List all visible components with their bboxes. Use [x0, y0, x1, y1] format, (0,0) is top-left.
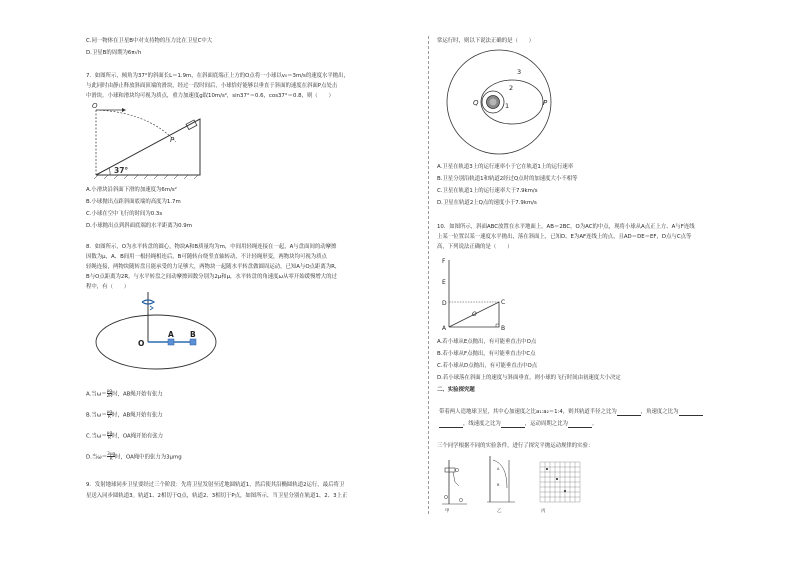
q8-option-c: [86, 431, 163, 441]
q8-d-suffix: 时，OA绳中的张力为3μmg: [115, 454, 182, 461]
q8-line3: 轻绳连接，两物块随转盘且能承受的力足够大，两物块一起随水平转盘做圆周运动，已知A与O点距离为R，: [86, 264, 341, 270]
q7-incline-figure: [88, 100, 218, 182]
q9-line2: 星送入同步圆轨道3。轨道1、2相切于Q点，轨道2、3相切于P点，如图所示，当卫星分别在轨道1、2、3上正: [86, 493, 348, 499]
q10-line3: 高，下列说法正确的是（ ）: [437, 244, 513, 250]
q10-line2: 上某一位置以某一速度水平抛出，落在斜面上，已知D、E为AF连线上的点，且AD＝DE＝EF，D点与C点等: [437, 234, 692, 240]
q7-option-c: C.小球在空中飞行的时间为0.3s: [86, 211, 163, 217]
q8-c-suffix: 时，OA绳开始有张力: [112, 433, 164, 440]
q8-line5: 程中，有（ ）: [86, 284, 130, 290]
q11-blank-angular: [679, 410, 703, 416]
q11-text-b: ，角速度之比为: [640, 409, 679, 415]
q7-label-o: O: [92, 102, 98, 110]
q11-line2: [439, 421, 597, 428]
q8-b-suffix: 时，AB绳开始有张力: [112, 412, 163, 419]
q9-label-1: 1: [505, 102, 510, 110]
q10-line1: 10．如图所示，斜面ABC放置在水平地面上，AB＝2BC，O为AC的中点，现将小球从A点正上方、A与F连线: [437, 224, 695, 230]
q8-label-b: B: [190, 330, 196, 339]
q7-line1: 7．如图所示，倾角为37°的斜面长L＝1.9m，在斜面底端正上方的O点将一小球以v₀＝3m/s的速度水平抛出，: [86, 73, 349, 79]
q10-label-b: B: [501, 325, 506, 332]
q7-line2: 与此同时由静止释放斜面顶端的滑块，经过一段时间后，小球恰好能够以垂直于斜面的速度在斜面P点处击: [86, 83, 338, 89]
q8-a-denominator: 2R: [106, 393, 113, 399]
q11-blank-linear: [501, 422, 525, 428]
q8-option-b: [86, 410, 163, 420]
q11-text-a: 带着两人造地球卫星，其中心加速度之比a₁:a₂＝1:4，则其轨道半径之比为: [439, 409, 617, 415]
q8-b-prefix: B.当ω＝: [86, 412, 107, 419]
q10-label-d: D: [442, 300, 447, 307]
q11-text-d: ，运动周期之比为: [524, 421, 568, 427]
q7-label-p: P: [170, 136, 175, 144]
q8-d-fraction: [107, 452, 115, 462]
q8-line1: 8．如图所示，O为水平转盘的圆心，物块A和B质量均为m，中间用轻绳连接在一起，A与盘面间的动摩擦: [86, 244, 337, 250]
q8-label-o: O: [138, 339, 145, 348]
q9-label-2: 2: [509, 84, 514, 92]
q11-blank-period: [568, 422, 592, 428]
q11-blank-angular-cont: [439, 422, 463, 428]
q8-option-d: [86, 452, 182, 462]
option-d-previous: D.卫星B的周期为6π√h: [86, 50, 142, 56]
q12-apparatus-figures: [437, 452, 587, 514]
svg-text:B: B: [497, 483, 500, 487]
q10-label-a: A: [442, 325, 447, 332]
q9-option-a: A.卫星在轨道3上的运行速率小于它在轨道1上的运行速率: [437, 164, 574, 170]
q11-blank-radius: [617, 410, 641, 416]
q10-option-c: C.若小球从D点抛出，有可能垂直击中O点: [437, 363, 538, 369]
q8-line4: B与O点距离为2R，与水平转盘之间动摩擦因数分别为2μ和μ，水平转盘的角速度ω从零开始缓慢增大的过: [86, 274, 337, 280]
q12-label-bing: 丙: [541, 509, 546, 514]
q8-d-prefix: D.当ω＝: [86, 454, 108, 461]
q8-a-suffix: 时，AB绳开始有张力: [112, 391, 163, 398]
q8-a-prefix: A.当ω＝: [86, 391, 107, 398]
q9-continuation: 常运行时，则以下说法正确的是（ ）: [437, 38, 535, 44]
q8-d-denominator: R: [109, 456, 113, 462]
q8-c-denominator: R: [107, 435, 111, 441]
q10-label-f: F: [442, 258, 446, 265]
q10-label-c: C: [501, 299, 506, 306]
q8-a-numerator: μg: [106, 388, 113, 393]
q9-option-b: B.卫星分别沿轨道1和轨道2经过Q点时的加速度大小不相等: [437, 176, 578, 182]
q8-d-numerator: 3μg: [107, 451, 116, 456]
q9-option-c: C.卫星在轨道1上的运行速率大于7.9km/s: [437, 188, 538, 194]
q8-option-a: [86, 389, 163, 399]
q9-label-p: P: [543, 99, 548, 107]
q8-c-prefix: C.当ω＝: [86, 433, 107, 440]
q9-label-3: 3: [517, 68, 522, 76]
q11-end: 。: [591, 421, 598, 427]
q10-label-e: E: [442, 279, 446, 286]
q9-option-d: D.卫星在轨道2上Q点的速度小于7.9km/s: [437, 200, 537, 206]
column-divider: [428, 36, 429, 514]
q8-turntable-figure: [92, 290, 224, 376]
svg-text:A: A: [497, 467, 500, 471]
q10-option-b: B.若小球从F点抛出，有可能垂直击中C点: [437, 351, 536, 357]
q7-option-b: B.小球抛出点距斜面底端的高度为1.7m: [86, 199, 181, 205]
q11-line1: [439, 409, 703, 416]
q9-line1: 9．发射地球同步卫星要经过三个阶段：先将卫星发射至近地圆轨道1，然后使其沿椭圆轨道2运行，最后将卫: [86, 482, 345, 488]
q7-label-angle: 37°: [114, 166, 129, 175]
option-c-previous: C.同一物体在卫星B中对支持物的压力比在卫星C中大: [86, 38, 213, 44]
q10-label-o: O: [472, 311, 477, 318]
q12-label-yi: 乙: [497, 509, 502, 514]
q10-option-d: D.若小球落在斜面上的速度与斜面垂直，则小球的飞行时间由初速度大小决定: [437, 375, 621, 381]
q8-b-denominator: R: [107, 414, 111, 420]
q7-option-d: D.小球抛出点到斜面底端的水平距离为0.9m: [86, 223, 192, 229]
q11-text-c: ，线速度之比为: [463, 421, 501, 427]
q7-option-a: A.小滑块沿斜面下滑的加速度为6m/s²: [86, 187, 177, 193]
q12-label-jia: 甲: [445, 509, 450, 514]
q7-line3: 中滑块。小球和滑块均可视为质点，重力加速度g取10m/s²，sin37°＝0.6，cos37°＝0.8，则（ ）: [86, 93, 334, 99]
q8-line2: 因数为μ，A、B间用一根轻绳相连后，B可随转台绕竖直轴转动，不计轻绳形变，两物块均可视为质点: [86, 254, 327, 260]
q10-option-a: A.若小球从E点抛出，有可能垂直击中O点: [437, 339, 537, 345]
q12-intro: 三个同学根据不同的实验条件，进行了探究平抛运动规律的实验：: [437, 443, 594, 449]
q10-slope-figure: [439, 254, 519, 334]
q8-label-a: A: [168, 330, 174, 339]
section-heading: 二、实验探究题: [437, 387, 475, 393]
q8-c-numerator: μg: [106, 430, 113, 435]
q9-orbit-figure: [443, 46, 559, 158]
q9-label-q: Q: [473, 99, 479, 107]
q8-b-numerator: μg: [106, 409, 113, 414]
